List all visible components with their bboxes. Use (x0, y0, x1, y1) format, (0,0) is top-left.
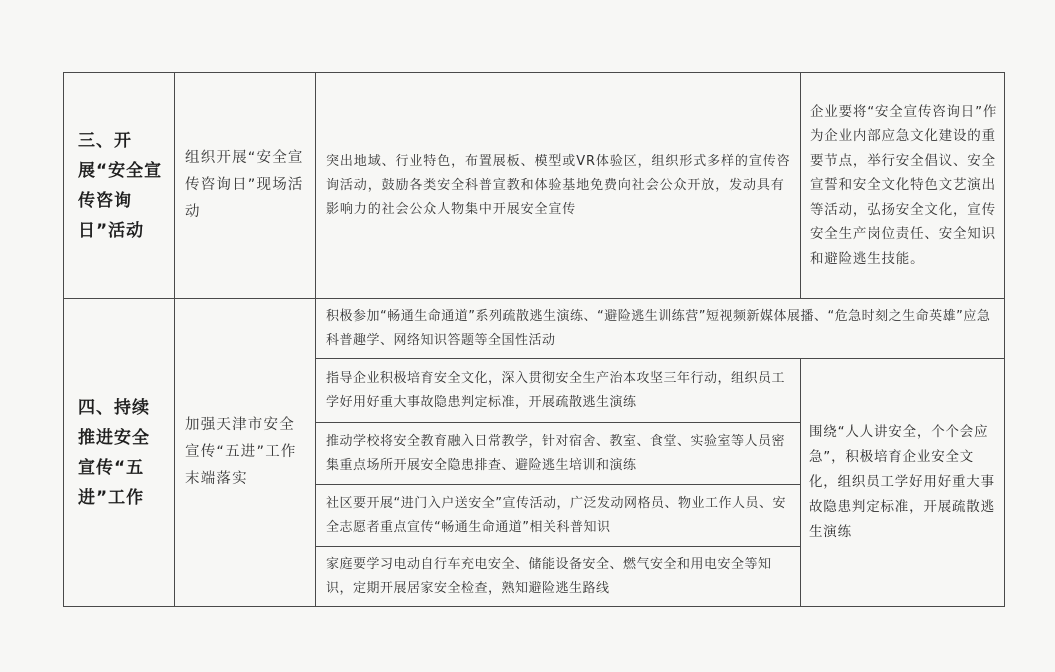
family-cell: 家庭要学习电动自行车充电安全、储能设备安全、燃气安全和用电安全等知识，定期开展居家安全检查，熟知避险逃生路线 (316, 547, 801, 607)
measure-cell: 加强天津市安全宣传“五进”工作末端落实 (175, 299, 316, 607)
community-cell: 社区要开展“进门入户送安全”宣传活动，广泛发动网格员、物业工作人员、安全志愿者重点宣传“畅通生命通道”相关科普知识 (316, 485, 801, 547)
task-cell: 四、持续推进安全宣传“五进”工作 (64, 299, 175, 607)
table-row (64, 299, 1005, 359)
enterprise-cell: 指导企业积极培育安全文化，深入贯彻安全生产治本攻坚三年行动，组织员工学好用好重大事故隐患判定标准，开展疏散逃生演练 (316, 359, 801, 423)
school-cell: 推动学校将安全教育融入日常教学，针对宿舍、教室、食堂、实验室等人员密集重点场所开展安全隐患排查、避险逃生培训和演练 (316, 423, 801, 485)
content-cell: 突出地域、行业特色，布置展板、模型或VR体验区，组织形式多样的宣传咨询活动，鼓励各类安全科普宣教和体验基地免费向社会公众开放，发动具有影响力的社会公众人物集中开展安全宣传 (316, 73, 801, 299)
national-activities-cell: 积极参加“畅通生命通道”系列疏散逃生演练、“避险逃生训练营”短视频新媒体展播、“危急时刻之生命英雄”应急科普趣学、网络知识答题等全国性活动 (316, 299, 1005, 359)
requirement-cell: 围绕“人人讲安全，个个会应急”，积极培育企业安全文化，组织员工学好用好重大事故隐患判定标准，开展疏散逃生演练 (801, 359, 1005, 607)
requirement-cell: 企业要将“安全宣传咨询日”作为企业内部应急文化建设的重要节点，举行安全倡议、安全宣誓和安全文化特色文艺演出等活动，弘扬安全文化，宣传安全生产岗位责任、安全知识和避险逃生技能。 (801, 73, 1005, 299)
table-row (64, 73, 1005, 299)
task-table (63, 72, 1005, 607)
task-cell: 三、开展“安全宣传咨询日”活动 (64, 73, 175, 299)
measure-cell: 组织开展“安全宣传咨询日”现场活动 (175, 73, 316, 299)
